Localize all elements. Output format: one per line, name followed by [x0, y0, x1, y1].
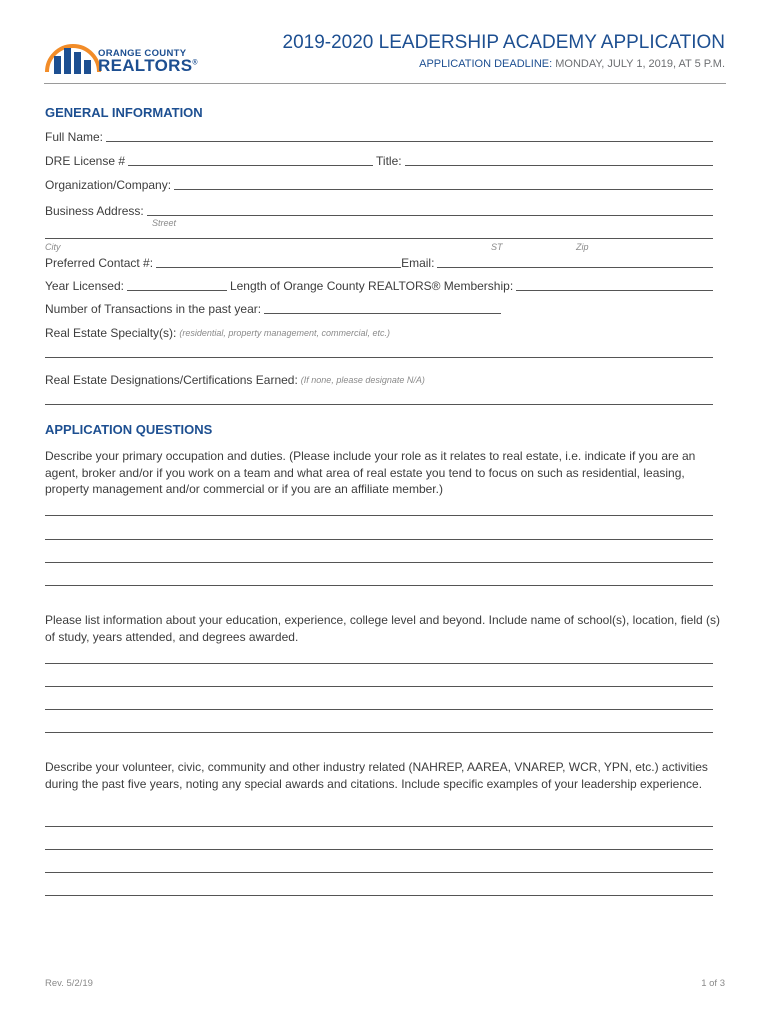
header-divider: [44, 83, 726, 84]
designations-label: Real Estate Designations/Certifications Earned:: [45, 373, 298, 387]
answer-1-line[interactable]: [45, 539, 713, 540]
application-deadline: APPLICATION DEADLINE: MONDAY, JULY 1, 2019, AT 5 P.M.: [419, 58, 725, 70]
license-membership-row: [45, 277, 713, 293]
answer-1-line[interactable]: [45, 585, 713, 586]
transactions-label: Number of Transactions in the past year:: [45, 302, 262, 316]
answer-2-line[interactable]: [45, 663, 713, 664]
designations-row: [45, 371, 713, 387]
business-address-row: [45, 202, 713, 218]
specialty-hint: (residential, property management, commercial, etc.): [179, 328, 390, 338]
city-hint: City: [45, 242, 61, 252]
page-title: 2019-2020 LEADERSHIP ACADEMY APPLICATION: [282, 32, 725, 53]
answer-2-line[interactable]: [45, 686, 713, 687]
preferred-contact-label: Preferred Contact #:: [45, 256, 154, 270]
organization-field[interactable]: [174, 177, 713, 190]
revision-date: Rev. 5/2/19: [45, 978, 93, 989]
answer-2-line[interactable]: [45, 709, 713, 710]
street-hint: Street: [152, 218, 177, 228]
answer-2-line[interactable]: [45, 732, 713, 733]
specialty-label: Real Estate Specialty(s):: [45, 326, 177, 340]
answer-1-line[interactable]: [45, 562, 713, 563]
logo-line2: REALTORS®: [98, 56, 198, 75]
business-address-label: Business Address:: [45, 204, 144, 218]
answer-3-line[interactable]: [45, 895, 713, 896]
full-name-field[interactable]: [106, 129, 713, 142]
year-licensed-field[interactable]: [127, 278, 227, 291]
state-hint: ST: [491, 242, 503, 252]
question-2-text: Please list information about your education, experience, college level and beyond. Include name of school(s), location, field (s) of study, years attended, and degrees awarded.: [45, 613, 721, 644]
answer-3-line[interactable]: [45, 872, 713, 873]
membership-field[interactable]: [516, 278, 713, 291]
specialty-row: [45, 324, 713, 340]
preferred-contact-field[interactable]: [156, 255, 401, 268]
logo-line1: ORANGE COUNTY: [98, 48, 187, 59]
designations-field[interactable]: [45, 404, 713, 405]
full-name-row: [45, 128, 713, 144]
transactions-field[interactable]: [264, 301, 501, 314]
title-field[interactable]: [405, 153, 713, 166]
dre-license-field[interactable]: [128, 153, 373, 166]
city-state-zip-field[interactable]: [45, 238, 713, 239]
title-label: Title:: [376, 154, 402, 168]
organization-label: Organization/Company:: [45, 178, 172, 192]
email-label: Email:: [401, 256, 435, 270]
dre-license-label: DRE License #: [45, 154, 126, 168]
transactions-row: [45, 300, 501, 316]
answer-1-line[interactable]: [45, 515, 713, 516]
dre-title-row: [45, 152, 713, 168]
application-questions-heading: APPLICATION QUESTIONS: [45, 422, 213, 437]
org-row: [45, 176, 713, 192]
question-3-text: Describe your volunteer, civic, community and other industry related (NAHREP, AAREA, VNAREP, WCR, YPN, etc.) activities during the past five years, noting any special awards and citations. Include specific examples of your leadership experience.: [45, 760, 708, 791]
membership-label: Length of Orange County REALTORS® Membership:: [229, 279, 514, 293]
designations-hint: (If none, please designate N/A): [300, 375, 425, 385]
answer-3-line[interactable]: [45, 849, 713, 850]
answer-3-line[interactable]: [45, 826, 713, 827]
full-name-label: Full Name:: [45, 130, 104, 144]
contact-row: [45, 254, 713, 270]
email-field[interactable]: [437, 255, 713, 268]
specialty-field[interactable]: [45, 357, 713, 358]
question-1-text: Describe your primary occupation and duties. (Please include your role as it relates to real estate, i.e. indicate if you are an agent, broker and/or if you work on a team and what area of real estate you tend to focus on such as residential, leasing, property management and/or commercial or if you are an affiliate member.): [45, 449, 696, 496]
general-info-heading: GENERAL INFORMATION: [45, 105, 203, 120]
year-licensed-label: Year Licensed:: [45, 279, 124, 293]
street-field[interactable]: [147, 203, 713, 216]
page-number: 1 of 3: [701, 978, 725, 989]
zip-hint: Zip: [576, 242, 589, 252]
